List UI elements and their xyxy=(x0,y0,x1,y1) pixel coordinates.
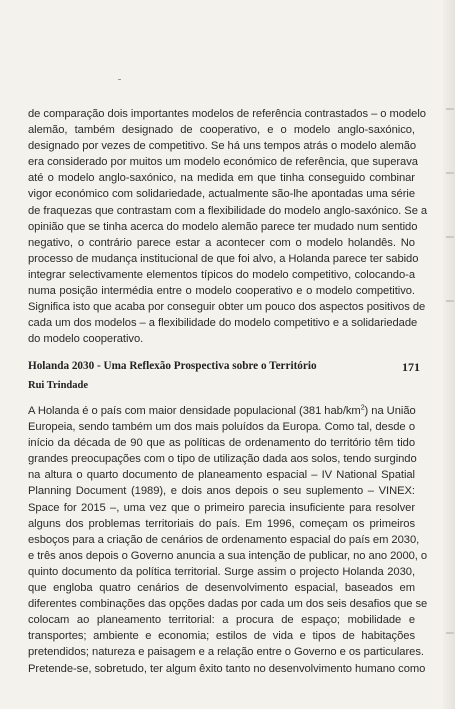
text-line: Planning Document (1989), e dois anos depois o seu suplemento – VINEX: xyxy=(28,485,415,498)
text-line: e três anos depois o Governo anuncia a sua intenção de publicar, no ano 2000, o xyxy=(28,549,428,562)
text-line: esboços para a criação de cenários de ordenamento espacial do país em 2030, xyxy=(28,533,420,546)
text-line: grandes preocupações com o tipo de utilização dada aos solos, tendo surgindo xyxy=(28,453,417,466)
text-line: vigor económico com solidariedade, actualmente são-lhe apontadas uma série xyxy=(28,188,415,201)
text-line: cada um dos modelos – a flexibilidade do modelo competitivo e a solidariedade xyxy=(28,317,418,330)
text-line: do modelo cooperativo. xyxy=(28,333,144,346)
text-line: processo de mudança institucional de que foi alvo, a Holanda parece ter sabido xyxy=(28,252,419,265)
text-line: pretendidos; natureza e paisagem e a relação entre o Governo e os particulares. xyxy=(28,646,424,659)
text-fragment: A Holanda é o país com maior densidade populacional (381 hab/km xyxy=(28,405,361,417)
text-line: início da década de 90 que as políticas de ordenamento do território têm tido xyxy=(28,437,415,450)
page-number: 171 xyxy=(402,360,420,374)
text-line: era considerado por muitos um modelo económico de referência, que superava xyxy=(28,156,418,169)
author-name: Rui Trindade xyxy=(28,380,89,391)
edge-mark xyxy=(446,108,454,110)
text-line xyxy=(28,403,415,419)
text-line: que engloba quatro cenários de desenvolvimento espacial, baseados em xyxy=(28,582,415,595)
text-line: quinto documento da política territorial. Surge assim o projecto Holanda 2030, xyxy=(28,565,415,578)
text-line: designado por vezes de competitivo. Se há uns tempos atrás o modelo alemão xyxy=(28,140,417,153)
text-line: alemão, também designado de cooperativo, e o modelo anglo-saxónico, xyxy=(28,124,415,137)
text-line: até o modelo anglo-saxónico, na medida em que tinha conseguido combinar xyxy=(28,172,415,185)
edge-mark xyxy=(446,300,454,302)
text-line: colocam ao planeamento territorial: a procura de espaço; mobilidade e xyxy=(28,614,415,627)
edge-mark xyxy=(446,172,454,174)
text-line: opinião que se tinha acerca do modelo alemão parece ter mudado num sentido xyxy=(28,220,418,233)
text-line: transportes; ambiente e economia; estilos de vida e tipos de habitações xyxy=(28,630,415,643)
paragraph-continued xyxy=(28,106,428,347)
superscript: 2 xyxy=(360,404,365,412)
running-head: Holanda 2030 - Uma Reflexão Prospectiva sobre o Território xyxy=(28,360,317,372)
text-line: de comparação dois importantes modelos de referência contrastados – o modelo xyxy=(28,108,426,120)
text-line: Significa isto que acaba por conseguir obter um pouco dos aspectos positivos de xyxy=(28,301,426,314)
text-fragment: ) na União xyxy=(364,405,416,417)
facing-page-edge xyxy=(443,0,455,709)
text-line: negativo, o contrário parece estar a acontecer com o modelo holandês. No xyxy=(28,236,415,249)
text-line: integrar selectivamente elementos típicos do modelo competitivo, colocando-a xyxy=(28,268,415,281)
text-line: Space for 2015 –, uma vez que o primeiro parecia insuficiente para resolver xyxy=(28,501,415,514)
paragraph-main xyxy=(28,403,428,677)
speck xyxy=(118,79,121,80)
text-line: diferentes combinações das opções dadas por cada um dos seis desafios que se xyxy=(28,598,428,611)
edge-mark xyxy=(446,632,454,634)
text-line: de fraquezas que contrastam com a flexibilidade do modelo anglo-saxónico. Se a xyxy=(28,204,428,217)
text-line: na altura o quarto documento de planeamento espacial – IV National Spatial xyxy=(28,469,415,482)
text-line: Europeia, sendo também um dos mais poluídos da Europa. Como tal, desde o xyxy=(28,421,415,434)
text-line: Pretende-se, sobretudo, ter algum êxito tanto no desenvolvimento humano como xyxy=(28,662,426,675)
text-line: numa posição intermédia entre o modelo cooperativo e o modelo competitivo. xyxy=(28,285,415,298)
edge-mark xyxy=(446,236,454,238)
text-line: alguns dos problemas territoriais do país. Em 1996, começam os primeiros xyxy=(28,517,415,530)
